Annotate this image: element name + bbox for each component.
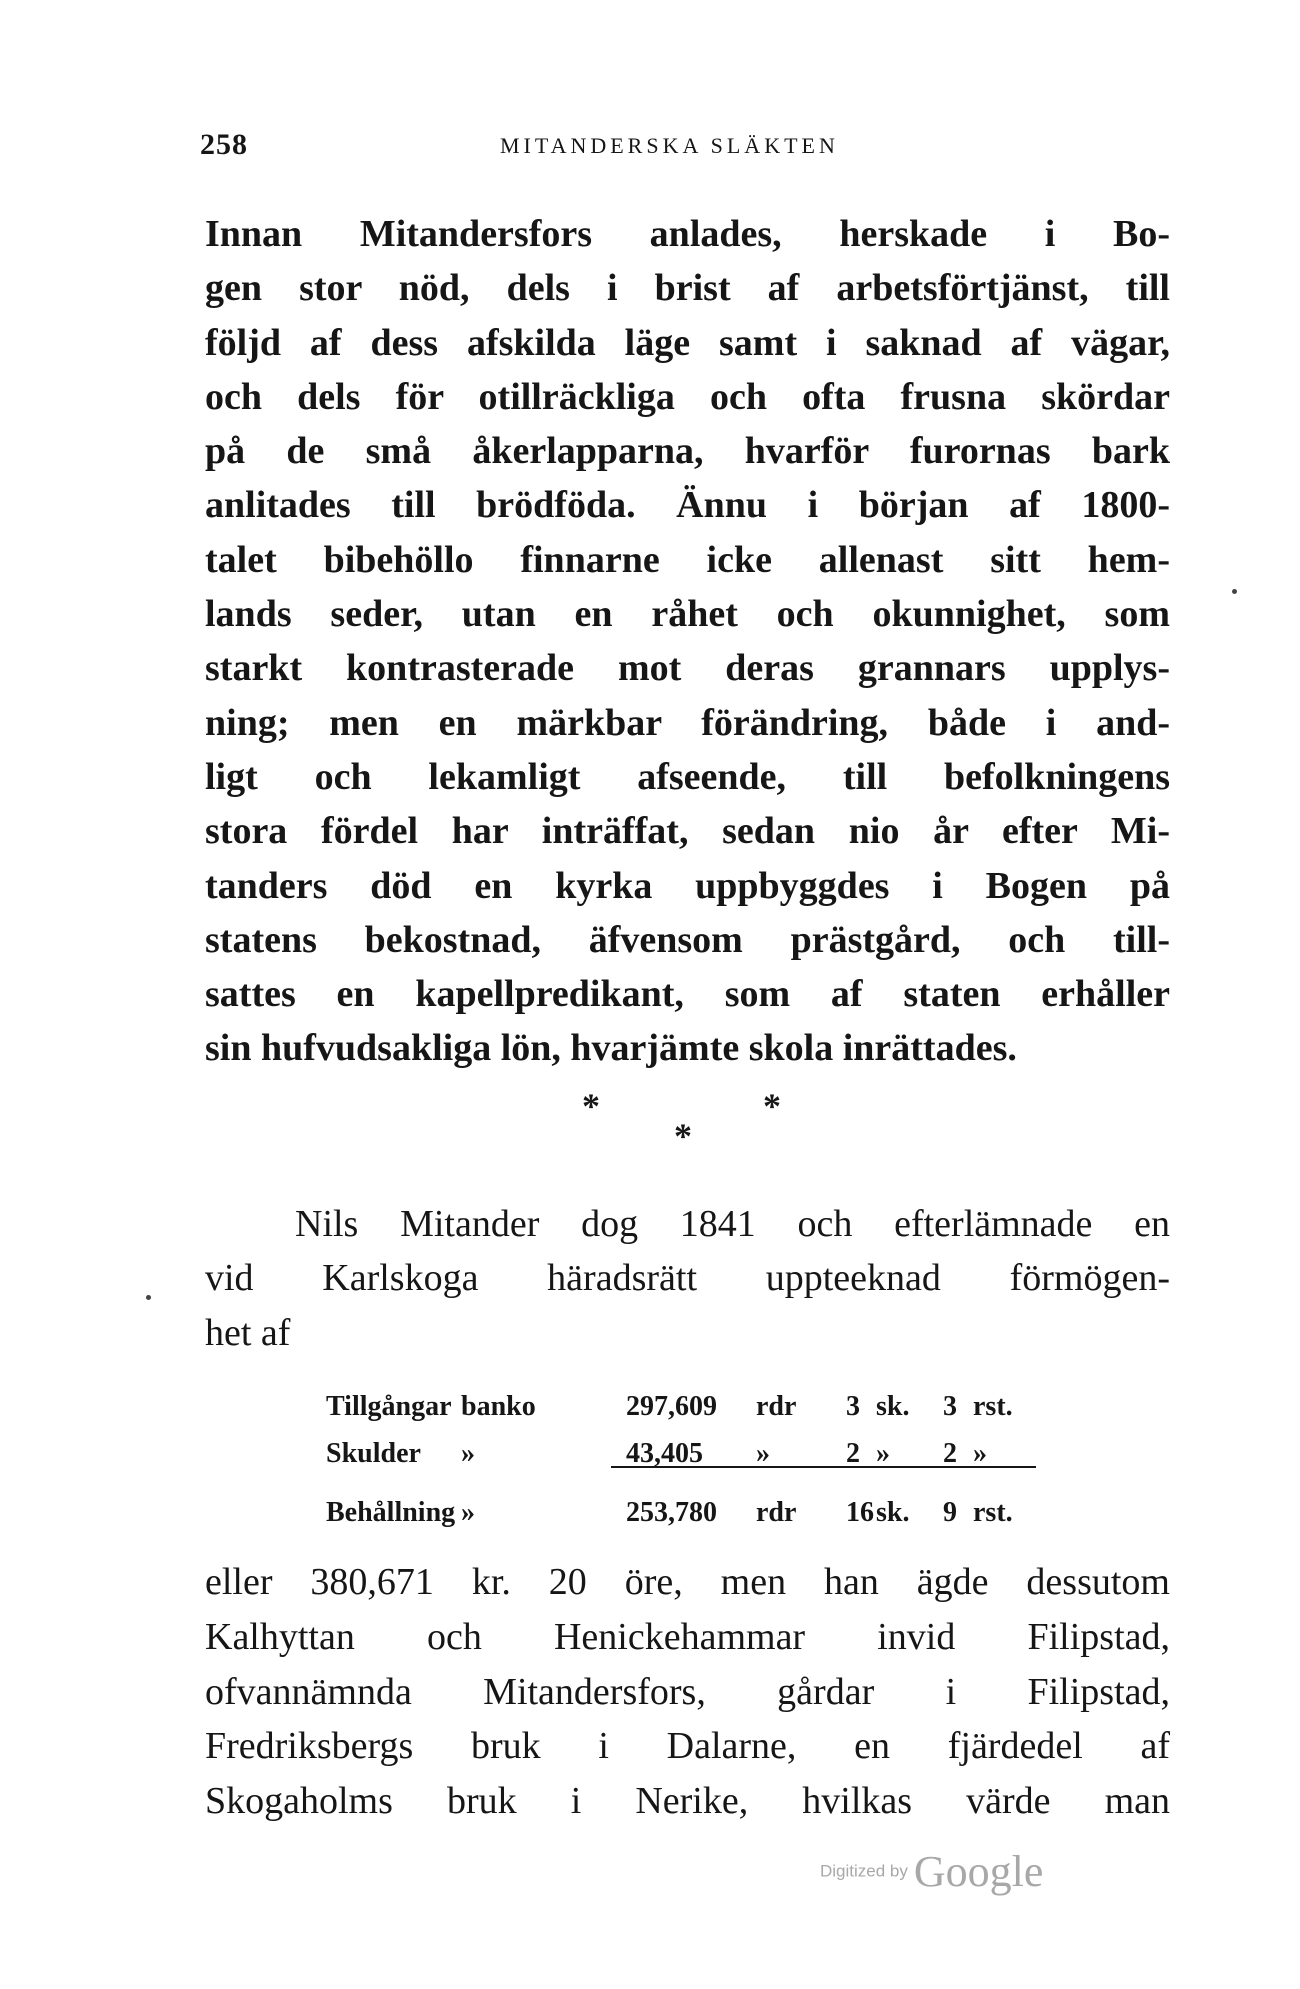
ledger-row-debts [326, 1430, 1046, 1477]
ledger-unit: rdr [756, 1497, 797, 1528]
text-line: Nils Mitander dog 1841 och efterlämnade en [295, 1203, 1170, 1245]
text-line: het af [205, 1311, 291, 1354]
text-line: vid Karlskoga häradsrätt uppteeknad förmögen- [205, 1257, 1170, 1300]
ledger-runstycken: 3 [943, 1391, 957, 1422]
text-line: sin hufvudsakliga lön, hvarjämte skola inrättades. [205, 1027, 1017, 1070]
text-line: Innan Mitandersfors anlades, herskade i Bo- [205, 213, 1170, 255]
ledger-runstycken-unit: rst. [973, 1497, 1013, 1528]
ledger-denomination: banko [461, 1391, 536, 1422]
assets-ledger [326, 1383, 1046, 1536]
ledger-label: Tillgångar [326, 1391, 452, 1422]
text-line: starkt kontrasterade mot deras grannars upplys- [205, 647, 1170, 690]
text-line: följd af dess afskilda läge samt i saknad af vägar, [205, 321, 1170, 364]
section-separator [0, 1085, 1300, 1175]
text-line: Skogaholms bruk i Nerike, hvilkas värde man [205, 1780, 1170, 1823]
ledger-denomination: » [461, 1438, 475, 1469]
text-line: gen stor nöd, dels i brist af arbetsförtjänst, till [205, 267, 1170, 310]
ledger-amount: 253,780 [626, 1497, 717, 1528]
ledger-denomination: » [461, 1497, 475, 1528]
ledger-sum-rule [611, 1466, 1036, 1468]
ledger-row-assets [326, 1383, 1046, 1430]
ledger-skilling: 2 [846, 1438, 860, 1469]
ledger-label: Skulder [326, 1438, 421, 1469]
text-line: Fredriksbergs bruk i Dalarne, en fjärdedel af [205, 1725, 1170, 1768]
page-number: 258 [200, 128, 248, 161]
ledger-skilling: 16 [846, 1497, 874, 1528]
text-line: anlitades till brödföda. Ännu i början af 1800- [205, 484, 1170, 527]
text-line: stora fördel har inträffat, sedan nio år efter Mi- [205, 810, 1170, 853]
ledger-skilling-unit: sk. [876, 1497, 910, 1528]
text-line: eller 380,671 kr. 20 öre, men han ägde dessutom [205, 1561, 1170, 1603]
running-head: MITANDERSKA SLÄKTEN [500, 133, 839, 158]
ledger-runstycken: 9 [943, 1497, 957, 1528]
ledger-amount: 43,405 [626, 1438, 703, 1469]
paragraph-2 [205, 1197, 1170, 1360]
ledger-unit: rdr [756, 1391, 797, 1422]
ledger-skilling-unit: » [876, 1438, 890, 1469]
digitized-watermark [820, 1846, 1043, 1897]
ledger-runstycken-unit: rst. [973, 1391, 1013, 1422]
text-line: sattes en kapellpredikant, som af staten erhåller [205, 973, 1170, 1016]
paragraph-1 [205, 207, 1170, 1076]
google-logo: Google [913, 1847, 1044, 1896]
ledger-runstycken: 2 [943, 1438, 957, 1469]
asterisk: * [763, 1086, 781, 1126]
print-speck [1232, 589, 1237, 594]
text-line: ofvannämnda Mitandersfors, gårdar i Filipstad, [205, 1670, 1170, 1713]
text-line: lands seder, utan en råhet och okunnighet, som [205, 593, 1170, 636]
text-line: Kalhyttan och Henickehammar invid Filipstad, [205, 1615, 1170, 1658]
ledger-skilling-unit: sk. [876, 1391, 910, 1422]
digitized-prefix: Digitized by [820, 1861, 908, 1881]
text-line: statens bekostnad, äfvensom prästgård, och till- [205, 918, 1170, 961]
ledger-label: Behållning [326, 1497, 456, 1528]
asterisk: * [582, 1086, 600, 1126]
text-line: ligt och lekamligt afseende, till befolkningens [205, 755, 1170, 798]
ledger-skilling: 3 [846, 1391, 860, 1422]
text-line: på de små åkerlapparna, hvarför furornas bark [205, 430, 1170, 473]
text-line: och dels för otillräckliga och ofta frusna skördar [205, 375, 1170, 418]
text-line: tanders död en kyrka uppbyggdes i Bogen på [205, 864, 1170, 907]
page-header [200, 128, 1100, 168]
ledger-row-balance [326, 1489, 1046, 1536]
paragraph-3 [205, 1555, 1170, 1829]
text-line: ning; men en märkbar förändring, både i and- [205, 701, 1170, 744]
text-line: talet bibehöllo finnarne icke allenast sitt hem- [205, 538, 1170, 581]
asterisk: * [674, 1116, 692, 1156]
ledger-amount: 297,609 [626, 1391, 717, 1422]
print-speck [146, 1295, 151, 1300]
ledger-unit: » [756, 1438, 770, 1469]
ledger-runstycken-unit: » [973, 1438, 987, 1469]
